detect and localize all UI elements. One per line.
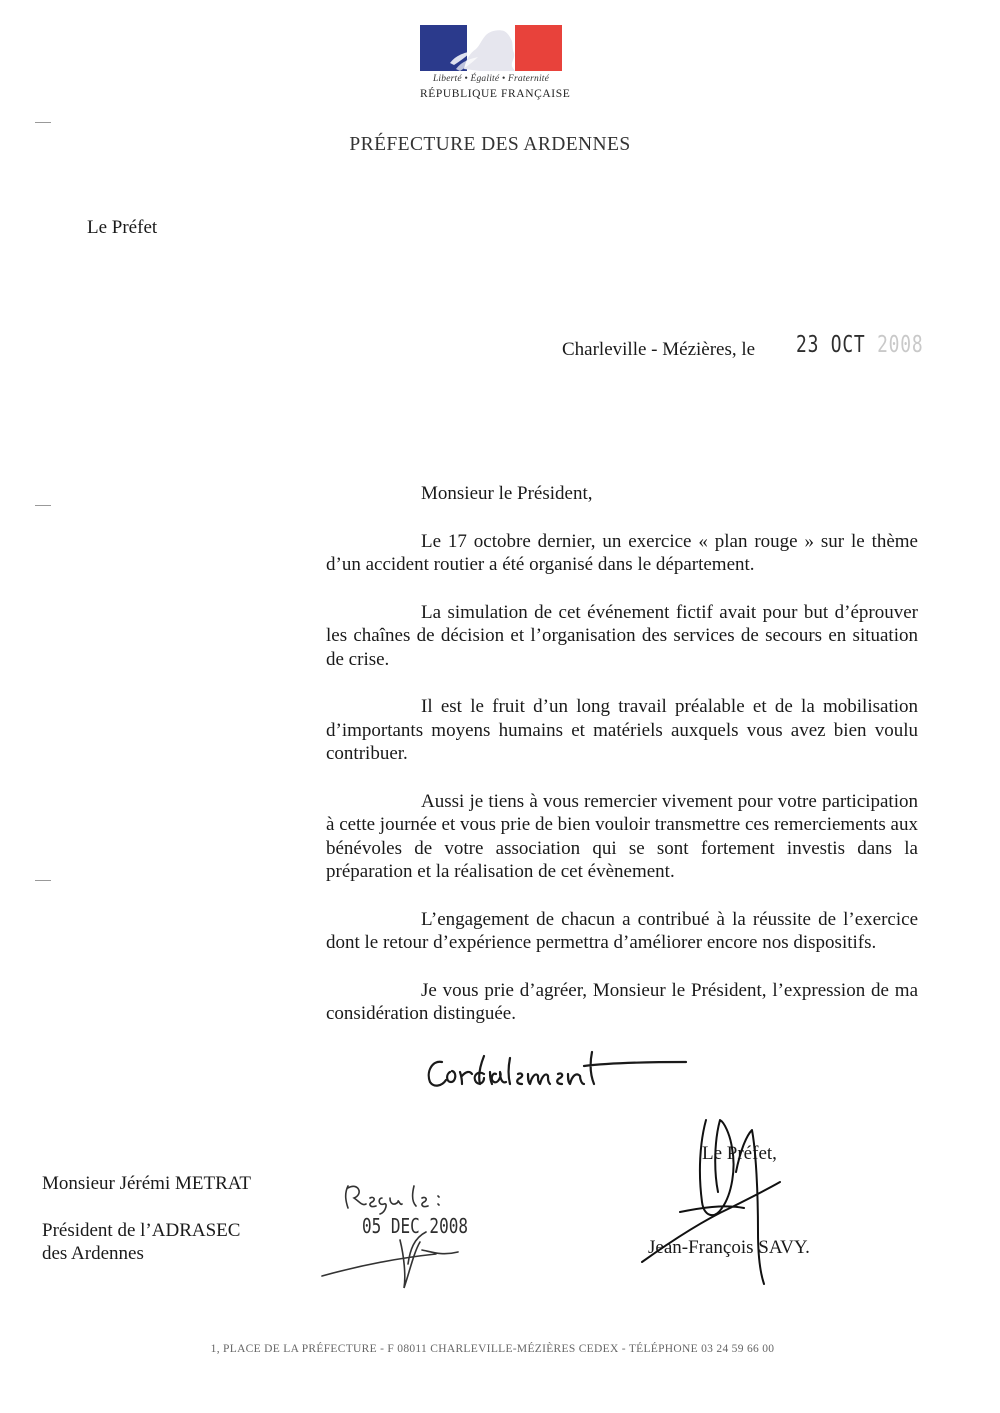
- signatory-name: Jean-François SAVY.: [648, 1237, 810, 1258]
- received-handwriting-text: Reçu le :: [318, 1181, 326, 1183]
- date-stamp: [796, 332, 923, 358]
- republique-logo: [420, 25, 571, 100]
- marianne-flag-icon: [420, 25, 562, 71]
- date-stamp-visible: 23 OCT: [796, 332, 866, 358]
- recipient-address: [42, 1172, 251, 1266]
- received-date-stamp: 05 DEC 2008: [362, 1214, 468, 1238]
- letter-paragraph: Le 17 octobre dernier, un exercice « plan rouge » sur le thème d’un accident routier a été organisé dans le département.: [326, 530, 918, 575]
- recipient-title-line2: des Ardennes: [42, 1243, 144, 1264]
- date-stamp-faded: 2008: [865, 332, 924, 358]
- margin-mark: [35, 880, 51, 881]
- handwritten-closing-text: Cordialement: [424, 1091, 435, 1093]
- letter-paragraph: L’engagement de chacun a contribué à la réussite de l’exercice dont le retour d’expérience permettra d’améliorer encore nos dispositifs.: [326, 908, 918, 953]
- dateline-place: Charleville - Mézières, le: [562, 339, 756, 360]
- letter-paragraph: Il est le fruit d’un long travail préalable et de la mobilisation d’importants moyens humains et matériels auxquels vous avez bien voulu contribuer.: [326, 696, 918, 764]
- prefect-signature: [640, 1112, 790, 1287]
- sender-title: Le Préfet: [87, 217, 158, 238]
- letter-paragraph: Je vous prie d’agréer, Monsieur le Président, l’expression de ma considération distinguée.: [326, 979, 918, 1024]
- recipient-name: Monsieur Jérémi METRAT: [42, 1173, 251, 1194]
- prefecture-heading: PRÉFECTURE DES ARDENNES: [349, 134, 631, 155]
- letter-paragraph: La simulation de cet événement fictif avait pour but d’éprouver les chaînes de décision et l’organisation des services de secours en situation de crise.: [326, 601, 918, 670]
- footer-address: 1, PLACE DE LA PRÉFECTURE - F 08011 CHARLEVILLE-MÉZIÈRES CEDEX - TÉLÉPHONE 03 24 59 66 00: [210, 1343, 775, 1355]
- recipient-title-line1: Président de l’ADRASEC: [42, 1219, 241, 1241]
- letter-body: [326, 482, 918, 1026]
- margin-mark: [35, 122, 51, 123]
- signatory-title: Le Préfet,: [702, 1143, 777, 1164]
- republic-name: RÉPUBLIQUE FRANÇAISE: [420, 88, 571, 100]
- republic-motto: Liberté • Égalité • Fraternité: [432, 74, 550, 84]
- letter-paragraph: Aussi je tiens à vous remercier vivement pour votre participation à cette journée et vous prie de bien vouloir transmettre ces remerciements aux bénévoles de votre association qui se sont fortement investis dans la préparation et la réalisation de cet évènement.: [326, 790, 918, 882]
- handwritten-closing: [424, 1044, 689, 1094]
- margin-mark: [35, 505, 51, 506]
- letter-greeting: Monsieur le Président,: [421, 483, 593, 504]
